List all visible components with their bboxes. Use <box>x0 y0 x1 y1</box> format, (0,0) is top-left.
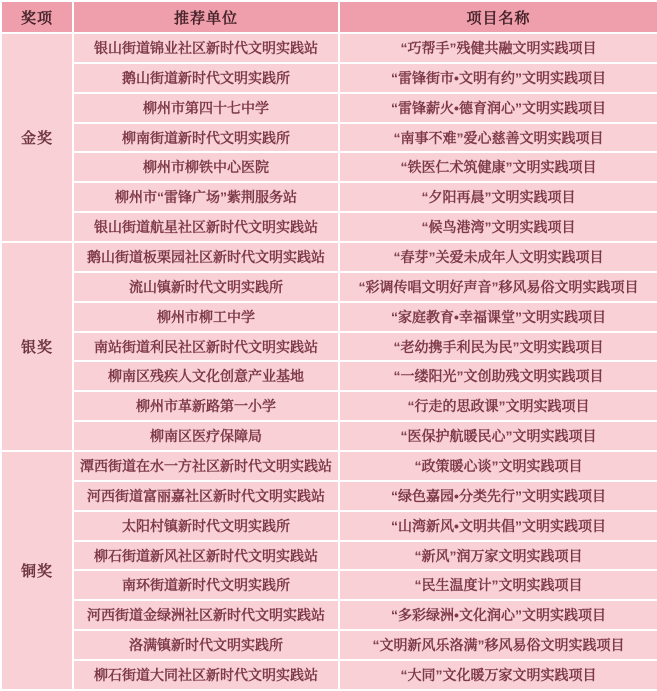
table-row <box>1 600 657 630</box>
project-cell: “夕阳再晨”文明实践项目 <box>339 182 657 212</box>
unit-cell: 柳州市“雷锋广场”紫荆服务站 <box>73 182 339 212</box>
table-row <box>1 481 657 511</box>
project-cell: “雷锋街市•文明有约”文明实践项目 <box>339 63 657 93</box>
unit-cell: 柳南区医疗保障局 <box>73 421 339 451</box>
unit-cell: 鹅山街道板栗园社区新时代文明实践站 <box>73 242 339 272</box>
unit-cell: 柳南区残疾人文化创意产业基地 <box>73 361 339 391</box>
award-cell: 银奖 <box>1 242 73 451</box>
project-cell: “铁医仁术筑健康”文明实践项目 <box>339 152 657 182</box>
project-cell: “政策暖心谈”文明实践项目 <box>339 451 657 481</box>
table-row <box>1 630 657 660</box>
table-row <box>1 570 657 600</box>
project-cell: “彩调传唱文明好声音”移风易俗文明实践项目 <box>339 272 657 302</box>
table-row <box>1 182 657 212</box>
table-row <box>1 421 657 451</box>
table-body <box>1 33 657 690</box>
unit-cell: 南环街道新时代文明实践所 <box>73 570 339 600</box>
table-row <box>1 332 657 362</box>
table-row <box>1 242 657 272</box>
project-cell: “行走的思政课”文明实践项目 <box>339 391 657 421</box>
unit-cell: 南站街道利民社区新时代文明实践站 <box>73 332 339 362</box>
project-cell: “家庭教育•幸福课堂”文明实践项目 <box>339 302 657 332</box>
award-cell: 金奖 <box>1 33 73 242</box>
unit-cell: 柳州市革新路第一小学 <box>73 391 339 421</box>
unit-cell: 柳州市柳铁中心医院 <box>73 152 339 182</box>
project-cell: “巧帮手”残健共融文明实践项目 <box>339 33 657 63</box>
table-row <box>1 93 657 123</box>
unit-cell: 洛满镇新时代文明实践所 <box>73 630 339 660</box>
col-header-unit: 推荐单位 <box>73 1 339 33</box>
table-row <box>1 391 657 421</box>
unit-cell: 流山镇新时代文明实践所 <box>73 272 339 302</box>
project-cell: “大同”文化暖万家文明实践项目 <box>339 660 657 690</box>
col-header-award: 奖项 <box>1 1 73 33</box>
unit-cell: 柳石街道大同社区新时代文明实践站 <box>73 660 339 690</box>
table-row <box>1 541 657 571</box>
project-cell: “文明新风乐洛满”移风易俗文明实践项目 <box>339 630 657 660</box>
table-header <box>1 1 657 33</box>
project-cell: “老幼携手利民为民”文明实践项目 <box>339 332 657 362</box>
table-row <box>1 511 657 541</box>
unit-cell: 银山街道锦业社区新时代文明实践站 <box>73 33 339 63</box>
project-cell: “医保护航暖民心”文明实践项目 <box>339 421 657 451</box>
table-row <box>1 123 657 153</box>
table-row <box>1 63 657 93</box>
header-row <box>1 1 657 33</box>
table-row <box>1 451 657 481</box>
unit-cell: 柳州市第四十七中学 <box>73 93 339 123</box>
unit-cell: 太阳村镇新时代文明实践所 <box>73 511 339 541</box>
unit-cell: 河西街道金绿洲社区新时代文明实践站 <box>73 600 339 630</box>
table-row <box>1 660 657 690</box>
project-cell: “南事不难”爱心慈善文明实践项目 <box>339 123 657 153</box>
unit-cell: 鹅山街道新时代文明实践所 <box>73 63 339 93</box>
unit-cell: 柳南街道新时代文明实践所 <box>73 123 339 153</box>
unit-cell: 银山街道航星社区新时代文明实践站 <box>73 212 339 242</box>
table-row <box>1 33 657 63</box>
table-row <box>1 152 657 182</box>
project-cell: “新风”润万家文明实践项目 <box>339 541 657 571</box>
project-cell: “雷锋薪火•德育润心”文明实践项目 <box>339 93 657 123</box>
table-row <box>1 361 657 391</box>
table-row <box>1 302 657 332</box>
project-cell: “春芽”关爱未成年人文明实践项目 <box>339 242 657 272</box>
project-cell: “绿色嘉园•分类先行”文明实践项目 <box>339 481 657 511</box>
unit-cell: 柳石街道新风社区新时代文明实践站 <box>73 541 339 571</box>
project-cell: “候鸟港湾”文明实践项目 <box>339 212 657 242</box>
project-cell: “多彩绿洲•文化润心”文明实践项目 <box>339 600 657 630</box>
unit-cell: 潭西街道在水一方社区新时代文明实践站 <box>73 451 339 481</box>
table-row <box>1 272 657 302</box>
table-row <box>1 212 657 242</box>
col-header-project: 项目名称 <box>339 1 657 33</box>
project-cell: “山湾新风•文明共倡”文明实践项目 <box>339 511 657 541</box>
award-cell: 铜奖 <box>1 451 73 690</box>
unit-cell: 柳州市柳工中学 <box>73 302 339 332</box>
project-cell: “一缕阳光”文创助残文明实践项目 <box>339 361 657 391</box>
unit-cell: 河西街道富丽嘉社区新时代文明实践站 <box>73 481 339 511</box>
project-cell: “民生温度计”文明实践项目 <box>339 570 657 600</box>
